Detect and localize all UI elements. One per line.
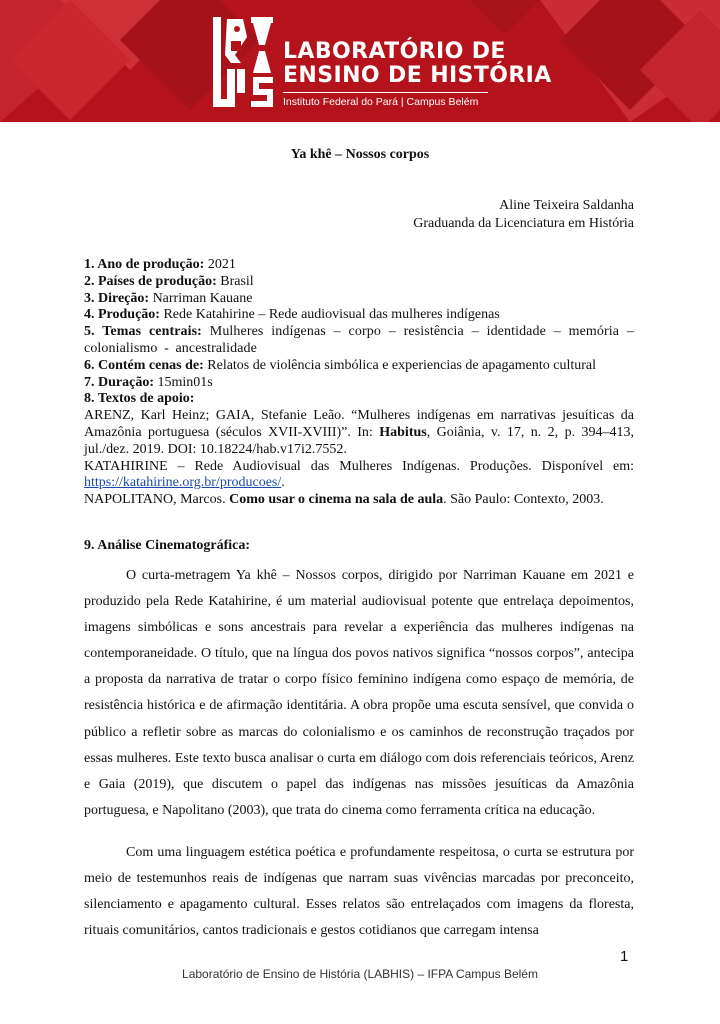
meta-label: 4. Produção: <box>84 307 160 323</box>
reference-arenz-gaia <box>84 408 634 458</box>
meta-value: Relatos de violência simbólica e experiencias de apagamento cultural <box>207 357 596 373</box>
meta-duration <box>84 375 634 392</box>
labhis-logo-icon <box>213 15 275 109</box>
meta-director <box>84 291 634 308</box>
reference-napolitano <box>84 492 634 509</box>
analysis-paragraph-1: O curta-metragem Ya khê – Nossos corpos, dirigido por Narriman Kauane em 2021 e produzido pela Rede Katahirine, é um material audiovisual potente que entrelaça depoimentos, imagens simbólicas e sons ancestrais para revelar a experiência das mulheres indígenas na contemporaneidade. O título, que na língua dos povos nativos significa “nossos corpos”, antecipa a proposta da narrativa de tratar o corpo físico feminino indígena como espaço de memória, de resistência histórica e de afirmação identitária. A obra propõe uma escuta sensível, que convida o público a refletir sobre as marcas do colonialismo e os caminhos de reconstrução traçados por essas mulheres. Este texto busca analisar o curta em diálogo com dois referenciais teóricos, Arenz e Gaia (2019), que discutem o papel das indígenas nas missões jesuíticas da Amazônia portuguesa, e Napolitano (2003), que trata do cinema como ferramenta crítica na educação. <box>84 568 634 818</box>
author-role: Graduanda da Licenciatura em História <box>413 216 634 231</box>
reference-text: . <box>281 475 285 491</box>
analysis-body <box>84 563 634 944</box>
reference-text: ARENZ, Karl Heinz; GAIA, Stefanie Leão. “Mulheres indígenas em narrativas jesuíticas da Amazônia portuguesa (séculos XVII-XVIII)”. In: <box>84 408 634 440</box>
brand-wordmark <box>283 40 552 108</box>
meta-value: Mulheres indígenas – corpo – resistência – identidade – memória – colonialismo - ancestralidade <box>84 324 635 356</box>
film-metadata <box>84 257 634 509</box>
meta-value: Brasil <box>220 273 254 289</box>
reference-journal: Habitus <box>379 424 427 440</box>
reference-text: . São Paulo: Contexto, 2003. <box>443 492 604 508</box>
analysis-heading: 9. Análise Cinematográfica: <box>84 538 251 553</box>
author-block <box>413 197 634 233</box>
header-banner <box>0 0 720 122</box>
meta-label: 1. Ano de produção: <box>84 257 205 272</box>
meta-support-texts <box>84 391 634 408</box>
meta-themes <box>84 324 634 358</box>
reference-text: , Goiânia, v. 17, n. 2, p. 394–413, jul./dez. 2019. DOI: 10.18224/hab.v17i2.7552. <box>84 424 634 457</box>
reference-katahirine <box>84 459 634 493</box>
reference-text: KATAHIRINE – Rede Audiovisual das Mulheres Indígenas. Produções. Disponível em: <box>84 458 634 474</box>
page-footer: Laboratório de Ensino de História (LABHIS) – IFPA Campus Belém <box>182 967 538 981</box>
meta-label: 3. Direção: <box>84 290 150 306</box>
meta-countries <box>84 274 634 291</box>
reference-text: NAPOLITANO, Marcos. <box>84 492 226 508</box>
meta-label: 7. Duração: <box>84 374 154 390</box>
katahirine-link[interactable]: https://katahirine.org.br/producoes/ <box>84 475 282 491</box>
meta-label: 6. Contém cenas de: <box>84 357 204 373</box>
meta-scenes <box>84 358 634 375</box>
meta-year <box>84 257 634 274</box>
analysis-paragraph-2: Com uma linguagem estética poética e profundamente respeitosa, o curta se estrutura por meio de testemunhos reais de indígenas que narram suas vivências marcadas por preconceito, silenciamento e apagamento cultural. Esses relatos são entrelaçados com imagens da floresta, rituais comunitários, cantos tradicionais e gestos cotidianos que carregam intensa <box>84 844 634 939</box>
brand-subtitle: Instituto Federal do Pará | Campus Belém <box>283 96 479 108</box>
brand-divider <box>283 92 488 93</box>
author-name: Aline Teixeira Saldanha <box>499 198 634 213</box>
meta-value: Narriman Kauane <box>152 290 253 306</box>
meta-value: Rede Katahirine – Rede audiovisual das mulheres indígenas <box>163 307 500 323</box>
page-number: 1 <box>620 948 629 965</box>
brand-line-1: LABORATÓRIO DE <box>283 39 506 64</box>
meta-value: 15min01s <box>157 374 213 390</box>
meta-label: 8. Textos de apoio: <box>84 391 195 407</box>
document-title: Ya khê – Nossos corpos <box>290 147 430 162</box>
meta-label: 2. Países de produção: <box>84 273 217 289</box>
reference-book-title: Como usar o cinema na sala de aula <box>229 492 444 508</box>
brand-line-2: ENSINO DE HISTÓRIA <box>283 63 552 88</box>
meta-label: 5. Temas centrais: <box>84 324 202 340</box>
meta-production <box>84 307 634 324</box>
meta-value: 2021 <box>207 257 236 272</box>
